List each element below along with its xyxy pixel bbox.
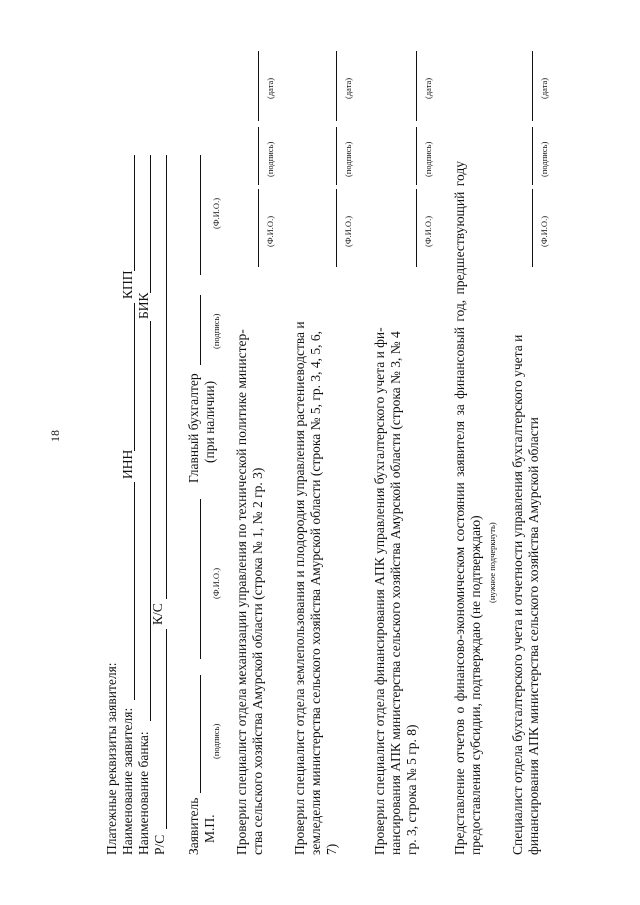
reports-fio-line (532, 189, 533, 267)
kpp-label: КПП (120, 270, 135, 299)
applicant-name-line (134, 482, 135, 700)
check2-line2: земледелия министерства сельского хозяйства Амурской области (строка № 5, гр. 3, 4, 5, 6, (308, 330, 323, 855)
check3-date-caption: (дата) (423, 77, 433, 99)
applicant-name-label: Наименование заявителя: (120, 707, 135, 855)
inn-line (134, 303, 135, 451)
reports-date-line (532, 51, 533, 121)
check3-line1: Проверил специалист отдела финансирования АПК управления бухгалтерского учета и фи- (372, 327, 387, 855)
rotated-form (96, 50, 596, 855)
page-number: 18 (48, 430, 62, 442)
check1-signature-caption: (подпись) (265, 141, 275, 177)
check2-signature-line (336, 127, 337, 185)
check2-line3: 7) (324, 843, 339, 855)
check3-line3: гр. 3, строка № 5 гр. 8) (404, 724, 419, 855)
bik-line (150, 155, 151, 293)
check1-fio-caption: (Ф.И.О.) (265, 215, 275, 247)
check1-line2: ства сельского хозяйства Амурской области (строка № 1, № 2 гр. 3) (250, 467, 265, 855)
check1-line1: Проверил специалист отдела механизации управления по технической политике министер- (234, 329, 249, 855)
check3-signature-caption: (подпись) (423, 141, 433, 177)
reports-note: (нужное подчеркнуть) (487, 522, 497, 603)
check1-date-line (258, 51, 259, 121)
reports-signature-caption: (подпись) (539, 141, 549, 177)
rs-line (166, 629, 167, 829)
kpp-line (134, 155, 135, 271)
chief-accountant-label: Главный бухгалтер (186, 373, 201, 483)
bik-label: БИК (136, 292, 151, 319)
requisites-title: Платежные реквизиты заявителя: (104, 662, 119, 855)
if-any-label: (при наличии) (202, 380, 217, 463)
check2-signature-caption: (подпись) (343, 141, 353, 177)
bank-name-line (150, 321, 151, 721)
check2-line1: Проверил специалист отдела землепользования и плодородия управления растениеводства и (292, 321, 307, 855)
check2-fio-line (336, 189, 337, 267)
chief-fio-caption: (Ф.И.О.) (211, 197, 221, 229)
chief-fio-line (200, 155, 201, 275)
reports-line1: Представление отчетов о финансово-экономическом состоянии заявителя за финансовый год, предшествующий году (452, 161, 467, 855)
applicant-signature-line (200, 675, 201, 793)
inn-label: ИНН (120, 449, 135, 479)
reports-specialist-line1: Специалист отдела бухгалтерского учета и отчетности управления бухгалтерского учета и (510, 334, 525, 855)
check3-signature-line (416, 127, 417, 185)
check3-line2: нансирования АПК министерства сельского хозяйства Амурской области (строка № 3, № 4 (388, 331, 403, 855)
check1-signature-line (258, 127, 259, 185)
chief-signature-line (200, 295, 201, 365)
applicant-signature-caption: (подпись) (211, 723, 221, 759)
check2-date-line (336, 51, 337, 121)
rs-label: Р/С (152, 834, 167, 855)
check3-fio-line (416, 189, 417, 267)
ks-line (166, 155, 167, 599)
applicant-fio-caption: (Ф.И.О.) (211, 567, 221, 599)
check2-date-caption: (дата) (343, 77, 353, 99)
reports-fio-caption: (Ф.И.О.) (539, 215, 549, 247)
check3-fio-caption: (Ф.И.О.) (423, 215, 433, 247)
check3-date-line (416, 51, 417, 121)
applicant-fio-line (200, 499, 201, 659)
chief-signature-caption: (подпись) (211, 313, 221, 349)
check1-fio-line (258, 189, 259, 267)
bank-name-label: Наименование банка: (136, 731, 151, 855)
mp-label: М.П. (202, 814, 217, 843)
reports-signature-line (532, 127, 533, 185)
check1-date-caption: (дата) (265, 77, 275, 99)
check2-fio-caption: (Ф.И.О.) (343, 215, 353, 247)
reports-date-caption: (дата) (539, 77, 549, 99)
reports-specialist-line2: финансирования АПК министерства сельского хозяйства Амурской области (526, 417, 541, 855)
ks-label: К/С (150, 603, 165, 625)
reports-line2: предоставления субсидии, подтверждаю (не подтверждаю) (468, 515, 483, 855)
applicant-label: Заявитель (186, 797, 201, 855)
